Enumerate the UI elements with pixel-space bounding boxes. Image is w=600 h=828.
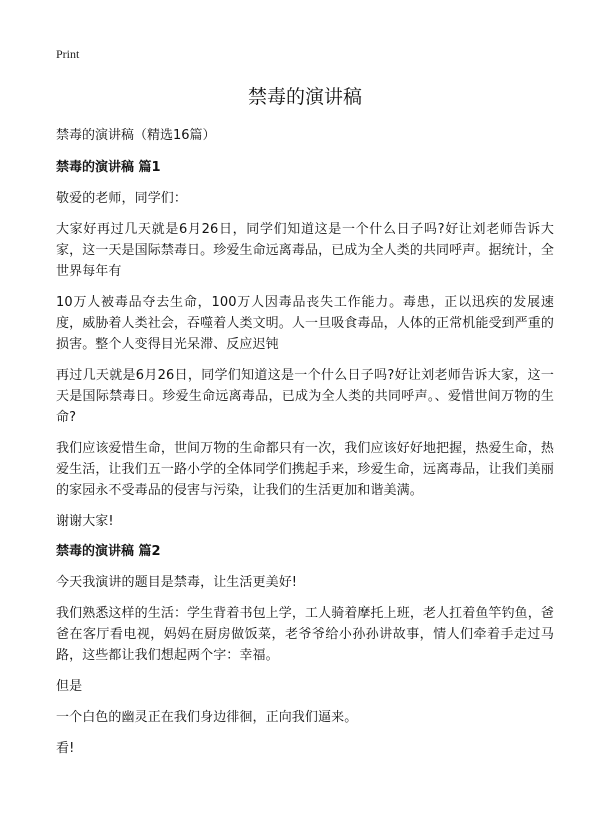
paragraph: 我们应该爱惜生命，世间万物的生命都只有一次，我们应该好好地把握，热爱生命，热爱生活，让我们五一路小学的全体同学们携起手来，珍爱生命，远离毒品，让我们美丽的家园永不受毒品的侵害与污染，让我们的生活更加和谐美满。 (56, 441, 554, 498)
paragraph: 今天我演讲的题目是禁毒，让生活更美好! (56, 575, 298, 590)
paragraph: 再过几天就是6月26日，同学们知道这是一个什么日子吗?好让刘老师告诉大家，这一天是国际禁毒日。珍爱生命远离毒品，已成为全人类的共同呼声。、爱惜世间万物的生命? (56, 368, 554, 425)
paragraph: 大家好再过几天就是6月26日，同学们知道这是一个什么日子吗?好让刘老师告诉大家，这一天是国际禁毒日。珍爱生命远离毒品，已成为全人类的共同呼声。据统计，全世界每年有 (56, 222, 554, 279)
section-heading: 禁毒的演讲稿 篇1 (56, 160, 161, 175)
print-label: Print (56, 47, 80, 61)
paragraph: 看! (56, 741, 75, 756)
paragraph: 但是 (56, 679, 83, 694)
section-heading: 禁毒的演讲稿 篇2 (56, 544, 161, 559)
paragraph: 一个白色的幽灵正在我们身边徘徊，正向我们逼来。 (56, 710, 358, 725)
paragraph: 10万人被毒品夺去生命，100万人因毒品丧失工作能力。毒患，正以迅疾的发展速度，威胁着人类社会，吞噬着人类文明。人一旦吸食毒品，人体的正常机能受到严重的损害。整个人变得目光呆滞、反应迟钝 (56, 295, 554, 352)
document-subtitle: 禁毒的演讲稿（精选16篇） (56, 128, 216, 143)
paragraph: 敬爱的老师，同学们： (56, 191, 188, 206)
document-title: 禁毒的演讲稿 (247, 86, 362, 108)
paragraph: 我们熟悉这样的生活：学生背着书包上学，工人骑着摩托上班，老人扛着鱼竿钓鱼，爸爸在客厅看电视，妈妈在厨房做饭菜，老爷爷给小孙孙讲故事，情人们牵着手走过马路，这些都让我们想起两个字：幸福。 (56, 606, 554, 663)
section-2 (56, 542, 554, 759)
section-1 (56, 158, 554, 532)
paragraph: 谢谢大家! (56, 514, 114, 529)
